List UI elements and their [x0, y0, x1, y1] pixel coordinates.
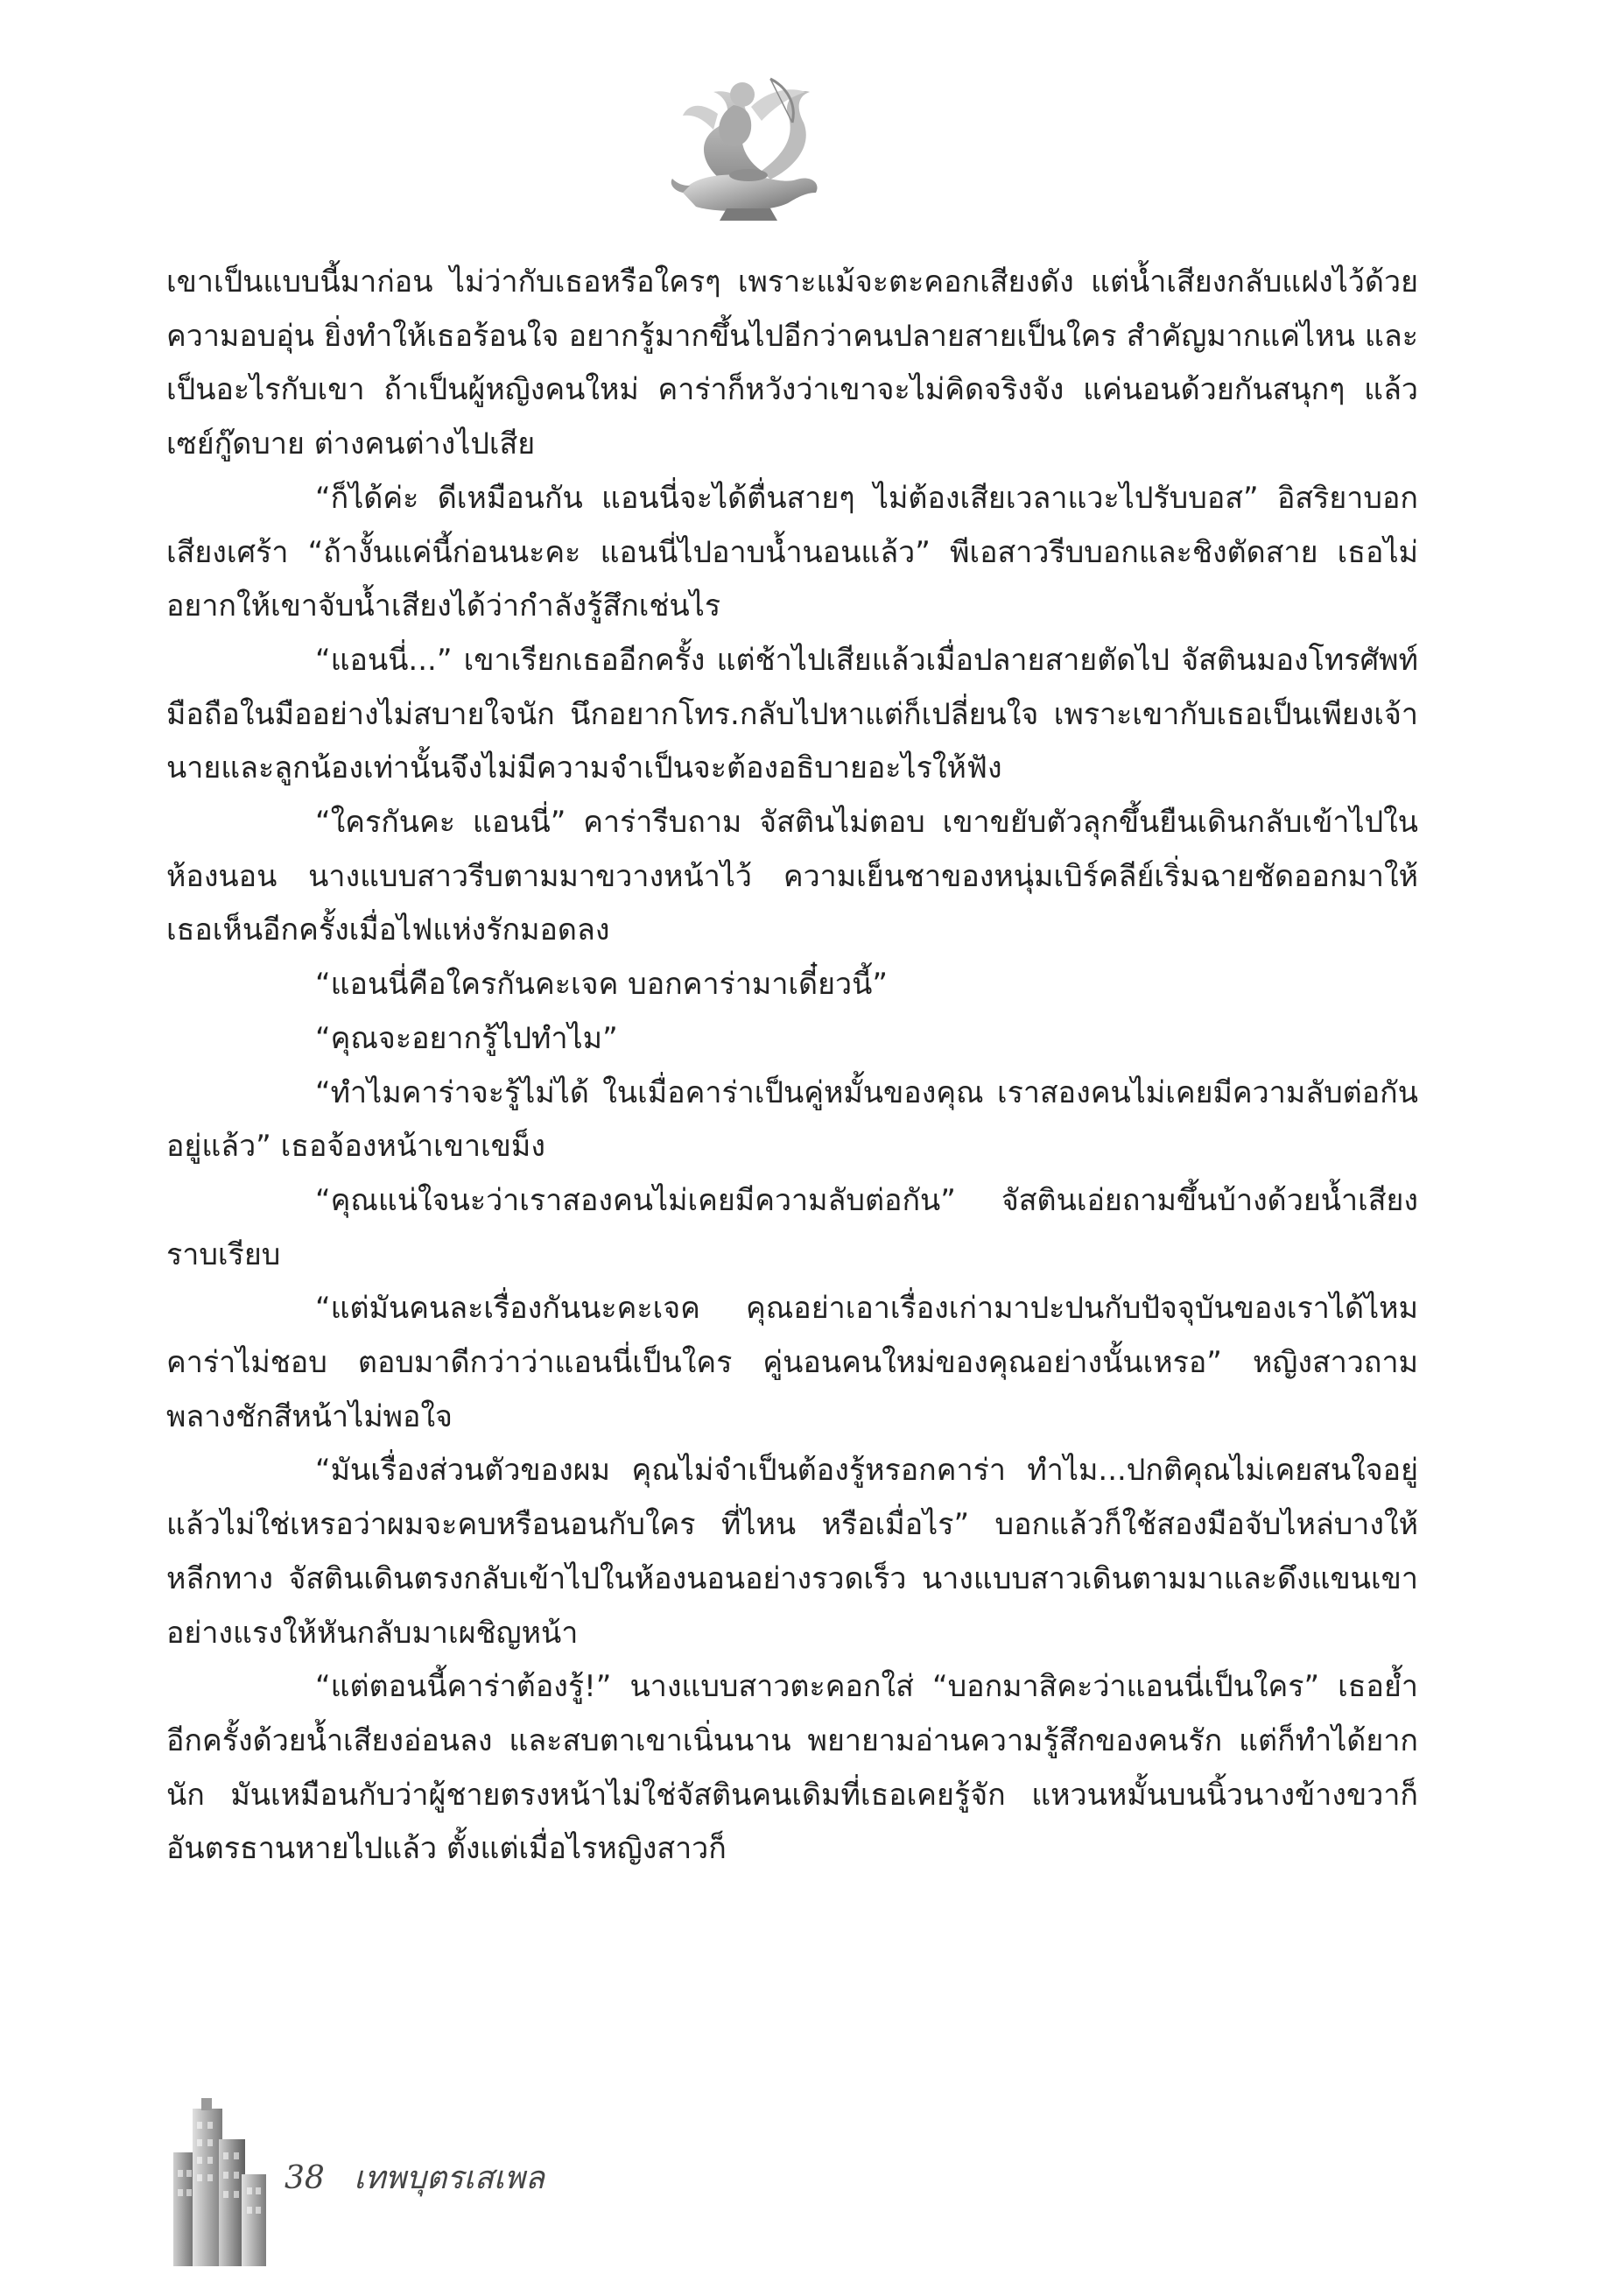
- page-number: 38: [285, 2160, 325, 2196]
- cupid-genie-lamp-icon: [665, 53, 832, 228]
- paragraph: เขาเป็นแบบนี้มาก่อน ไม่ว่ากับเธอหรือใครๆ เพราะแม้จะตะคอกเสียงดัง แต่น้ำเสียงกลับแฝงไว้ด้วยความอบอุ่น ยิ่งทำให้เธอร้อนใจ อยากรู้มากขึ้นไปอีกว่าคนปลายสายเป็นใคร สำคัญมากแค่ไหน และเป็นอะไรกับเขา ถ้าเป็นผู้หญิงคนใหม่ คาร่าก็หวังว่าเขาจะไม่คิดจริงจัง แค่นอนด้วยกันสนุกๆ แล้วเซย์กู๊ดบาย ต่างคนต่างไปเสีย: [166, 264, 1418, 462]
- paragraph: “มันเรื่องส่วนตัวของผม คุณไม่จำเป็นต้องรู้หรอกคาร่า ทำไม...ปกติคุณไม่เคยสนใจอยู่แล้วไม่ใช่เหรอว่าผมจะคบหรือนอนกับใคร ที่ไหน หรือเมื่อไร” บอกแล้วก็ใช้สองมือจับไหล่บางให้หลีกทาง จัสตินเดินตรงกลับเข้าไปในห้องนอนอย่างรวดเร็ว นางแบบสาวเดินตามมาและดึงแขนเขาอย่างแรงให้หันกลับมาเผชิญหน้า: [166, 1453, 1418, 1651]
- book-title: เทพบุตรเสเพล: [354, 2160, 545, 2196]
- paragraph: “ก็ได้ค่ะ ดีเหมือนกัน แอนนี่จะได้ตื่นสายๆ ไม่ต้องเสียเวลาแวะไปรับบอส” อิสริยาบอกเสียงเศร้า “ถ้างั้นแค่นี้ก่อนนะคะ แอนนี่ไปอาบน้ำนอนแล้ว” พีเอสาวรีบบอกและชิงตัดสาย เธอไม่อยากให้เขาจับน้ำเสียงได้ว่ากำลังรู้สึกเช่นไร: [166, 480, 1418, 624]
- body-text: [166, 256, 1418, 1877]
- paragraph: “แต่มันคนละเรื่องกันนะคะเจค คุณอย่าเอาเรื่องเก่ามาปะปนกับปัจจุบันของเราได้ไหม คาร่าไม่ชอบ ตอบมาดีกว่าว่าแอนนี่เป็นใคร คู่นอนคนใหม่ของคุณอย่างนั้นเหรอ” หญิงสาวถามพลางชักสีหน้าไม่พอใจ: [166, 1291, 1418, 1434]
- paragraph: “แอนนี่...” เขาเรียกเธออีกครั้ง แต่ช้าไปเสียแล้วเมื่อปลายสายตัดไป จัสตินมองโทรศัพท์มือถือในมืออย่างไม่สบายใจนัก นึกอยากโทร.กลับไปหาแต่ก็เปลี่ยนใจ เพราะเขากับเธอเป็นเพียงเจ้านายและลูกน้องเท่านั้นจึงไม่มีความจำเป็นจะต้องอธิบายอะไรให้ฟัง: [166, 642, 1418, 786]
- paragraph: “แอนนี่คือใครกันคะเจค บอกคาร่ามาเดี๋ยวนี้”: [315, 967, 888, 1003]
- paragraph: “ใครกันคะ แอนนี่” คาร่ารีบถาม จัสตินไม่ตอบ เขาขยับตัวลุกขึ้นยืนเดินกลับเข้าไปในห้องนอน นางแบบสาวรีบตามมาขวางหน้าไว้ ความเย็นชาของหนุ่มเบิร์คลีย์เริ่มฉายชัดออกมาให้เธอเห็นอีกครั้งเมื่อไฟแห่งรักมอดลง: [166, 805, 1418, 948]
- page-footer: [166, 2091, 692, 2266]
- footer-label: [285, 2152, 545, 2202]
- city-buildings-icon: [166, 2091, 271, 2266]
- paragraph: “คุณจะอยากรู้ไปทำไม”: [315, 1020, 618, 1056]
- paragraph: “คุณแน่ใจนะว่าเราสองคนไม่เคยมีความลับต่อกัน” จัสตินเอ่ยถามขึ้นบ้างด้วยน้ำเสียงราบเรียบ: [166, 1182, 1418, 1272]
- paragraph: “แต่ตอนนี้คาร่าต้องรู้!” นางแบบสาวตะคอกใส่ “บอกมาสิคะว่าแอนนี่เป็นใคร” เธอย้ำอีกครั้งด้วยน้ำเสียงอ่อนลง และสบตาเขาเนิ่นนาน พยายามอ่านความรู้สึกของคนรัก แต่ก็ทำได้ยากนัก มันเหมือนกับว่าผู้ชายตรงหน้าไม่ใช่จัสตินคนเดิมที่เธอเคยรู้จัก แหวนหมั้นบนนิ้วนางข้างขวาก็อันตรธานหายไปแล้ว ตั้งแต่เมื่อไรหญิงสาวก็: [166, 1669, 1418, 1867]
- paragraph: “ทำไมคาร่าจะรู้ไม่ได้ ในเมื่อคาร่าเป็นคู่หมั้นของคุณ เราสองคนไม่เคยมีความลับต่อกันอยู่แล้ว” เธอจ้องหน้าเขาเขม็ง: [166, 1074, 1418, 1165]
